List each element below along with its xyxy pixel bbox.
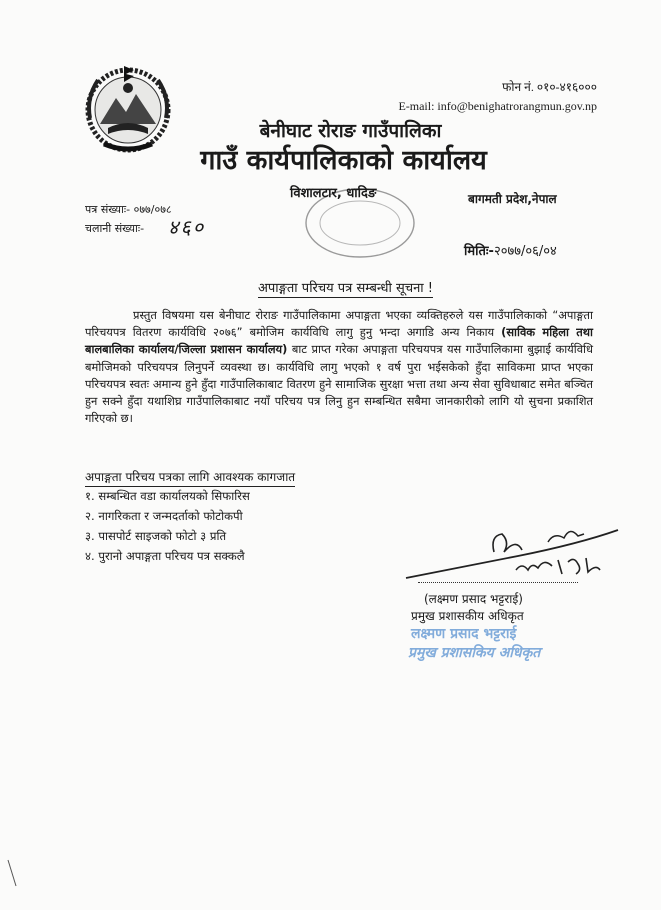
scan-edge-mark-icon [6,858,20,888]
notice-subject-text: अपाङ्गता परिचय पत्र सम्बन्धी सूचना ! [257,281,433,296]
email-address: E-mail: info@benighatrorangmun.gov.np [398,99,597,113]
phone-number: फोन नं. ०१०-४१६००० [502,80,597,94]
required-documents-heading: अपाङ्गता परिचय पत्रका लागि आवश्यक कागजात [85,468,295,487]
office-location: विशालटार, धादिङ [290,186,377,201]
body-part-2: बाट प्राप्त गरेका अपाङ्गता परिचयपत्र यस गाउँपालिकामा बुझाई कार्यविधि बमोजिमको परिचयपत्र लिनुपर्ने व्यवस्था छ। कार्यविधि लागु भएको १ वर्ष पुरा भईसकेको हुँदा साविकमा प्राप्त भएका परिचयपत्र स्वतः अमान्य हुने हुँदा गाउँपालिकाबाट वितरण हुने सामाजिक सुरक्षा भत्ता तथा अन्य सेवा सुविधाबाट समेत बञ्चित हुन सक्ने हुँदा यथाशिघ्र गाउँपालिकाबाट नयाँ परिचय पत्र लिनु हुन सम्बन्धित सबैमा जानकारीको लागि यो सुचना प्रकाशित गरिएको छ। [85,342,593,426]
document-item: ३. पासपोर्ट साइजको फोटो ३ प्रति [85,529,227,543]
signature-line [418,582,578,583]
province-name: बागमती प्रदेश,नेपाल [468,192,557,206]
stamp-signatory-name: लक्ष्मण प्रसाद भट्टराई [411,626,517,642]
dispatch-number-label: चलानी संख्याः- [85,222,145,235]
notice-body [85,307,593,427]
document-item: १. सम्बन्धित वडा कार्यालयको सिफारिस [85,489,250,503]
stamp-signatory-title: प्रमुख प्रशासकिय अधिकृत [408,645,541,661]
body-part-1: प्रस्तुत विषयमा यस बेनीघाट रोराङ गाउँपालिकामा अपाङ्गता भएका व्यक्तिहरुले यस गाउँपालिकाको “अपाङ्गता परिचयपत्र वितरण कार्यविधि २०७६” बमोजिम कार्यविधि लागु हुनु भन्दा अगाडि अन्य निकाय [85,308,593,340]
office-name: गाउँ कार्यपालिकाको कार्यालय [200,145,487,176]
letter-date [464,241,557,259]
reference-number: पत्र संख्याः- ०७७/०७८ [85,203,172,216]
date-value: २०७७/०६/०४ [493,244,557,259]
handwritten-signature-icon [398,512,628,592]
municipality-name: बेनीघाट रोराङ गाउँपालिका [259,120,442,142]
dispatch-number-handwritten: ४६० [168,215,206,239]
document-item: २. नागरिकता र जन्मदर्ताको फोटोकपी [85,509,243,523]
body-bold-offices: (साविक महिला तथा बालबालिका कार्यालय/जिल्ला प्रशासन कार्यालय) [85,325,593,357]
date-label: मितिः- [464,244,494,259]
notice-subject [0,278,661,296]
required-documents-list [85,486,250,566]
document-item: ४. पुरानो अपाङ्गता परिचय पत्र सक्कलै [85,549,245,563]
signatory-title: प्रमुख प्रशासकीय अधिकृत [411,609,524,623]
signatory-name: (लक्ष्मण प्रसाद भट्टराई) [424,592,523,606]
